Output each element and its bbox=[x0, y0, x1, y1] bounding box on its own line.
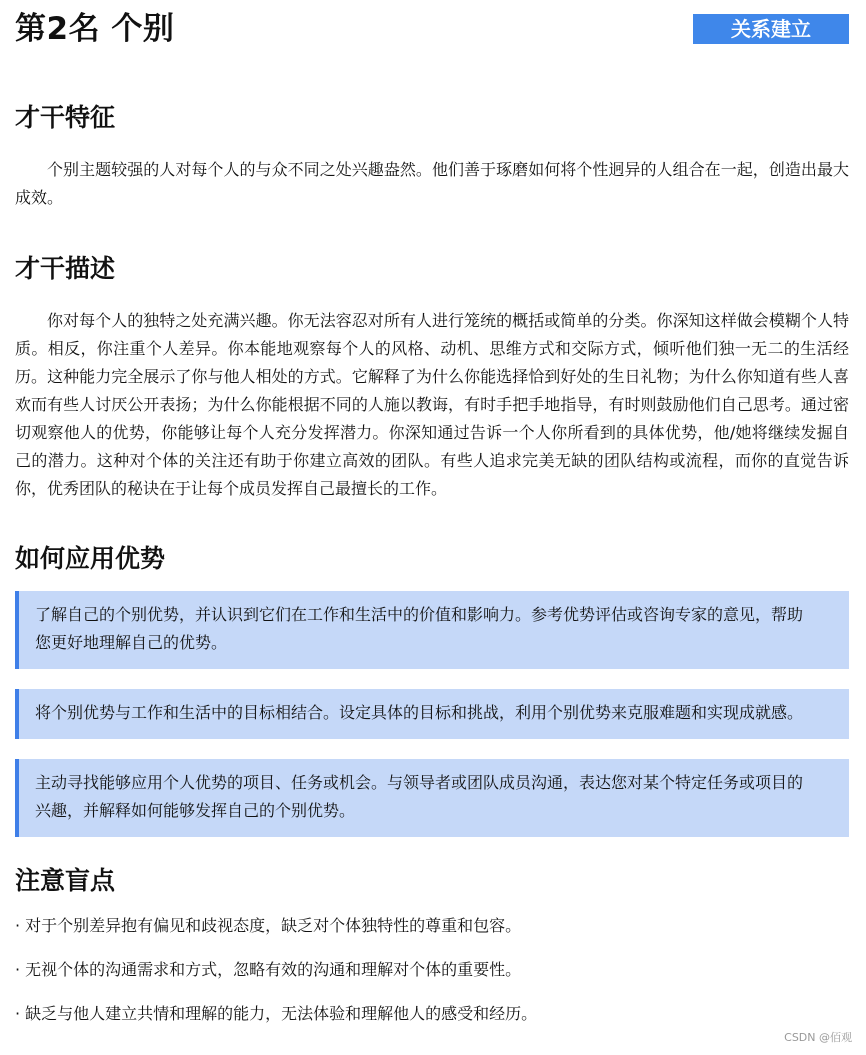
page-title: 第2名 个别 bbox=[15, 11, 175, 47]
blind-spot-item: · 缺乏与他人建立共情和理解的能力，无法体验和理解他人的感受和经历。 bbox=[15, 1004, 538, 1023]
section-heading-blind-spots: 注意盲点 bbox=[15, 866, 116, 895]
feature-paragraph: 个别主题较强的人对每个人的与众不同之处兴趣盎然。他们善于琢磨如何将个性迥异的人组合在一起，创造出最大成效。 bbox=[15, 160, 849, 207]
page-header bbox=[15, 0, 849, 60]
section-heading-apply: 如何应用优势 bbox=[15, 544, 166, 573]
section-heading-description: 才干描述 bbox=[15, 254, 116, 283]
apply-tips bbox=[15, 591, 849, 837]
tip-card: 将个别优势与工作和生活中的目标相结合。设定具体的目标和挑战，利用个别优势来克服难题和实现成就感。 bbox=[15, 689, 849, 739]
tip-card: 了解自己的个别优势，并认识到它们在工作和生活中的价值和影响力。参考优势评估或咨询专家的意见，帮助您更好地理解自己的优势。 bbox=[15, 591, 849, 669]
watermark: CSDN @佰观 bbox=[784, 1031, 852, 1044]
description-paragraph: 你对每个人的独特之处充满兴趣。你无法容忍对所有人进行笼统的概括或简单的分类。你深知这样做会模糊个人特质。相反，你注重个人差异。你本能地观察每个人的风格、动机、思维方式和交际方式，倾听他们独一无二的生活经历。这种能力完全展示了你与他人相处的方式。它解释了为什么你能选择恰到好处的生日礼物；为什么你知道有些人喜欢而有些人讨厌公开表扬；为什么你能根据不同的人施以教诲，有时手把手地指导，有时则鼓励他们自己思考。通过密切观察他人的优势，你能够让每个人充分发挥潜力。你深知通过告诉一个人你所看到的具体优势，他/她将继续发掘自己的潜力。这种对个体的关注还有助于你建立高效的团队。有些人追求完美无缺的团队结构或流程，而你的直觉告诉你，优秀团队的秘诀在于让每个成员发挥自己最擅长的工作。 bbox=[15, 311, 849, 498]
blind-spot-list bbox=[15, 915, 849, 1025]
strength-page bbox=[15, 0, 849, 1047]
blind-spot-item: · 无视个体的沟通需求和方式，忽略有效的沟通和理解对个体的重要性。 bbox=[15, 960, 522, 979]
blind-spot-item: · 对于个别差异抱有偏见和歧视态度，缺乏对个体独特性的尊重和包容。 bbox=[15, 916, 522, 935]
domain-badge: 关系建立 bbox=[693, 14, 849, 44]
section-heading-feature: 才干特征 bbox=[15, 103, 116, 132]
tip-card: 主动寻找能够应用个人优势的项目、任务或机会。与领导者或团队成员沟通，表达您对某个特定任务或项目的兴趣，并解释如何能够发挥自己的个别优势。 bbox=[15, 759, 849, 837]
